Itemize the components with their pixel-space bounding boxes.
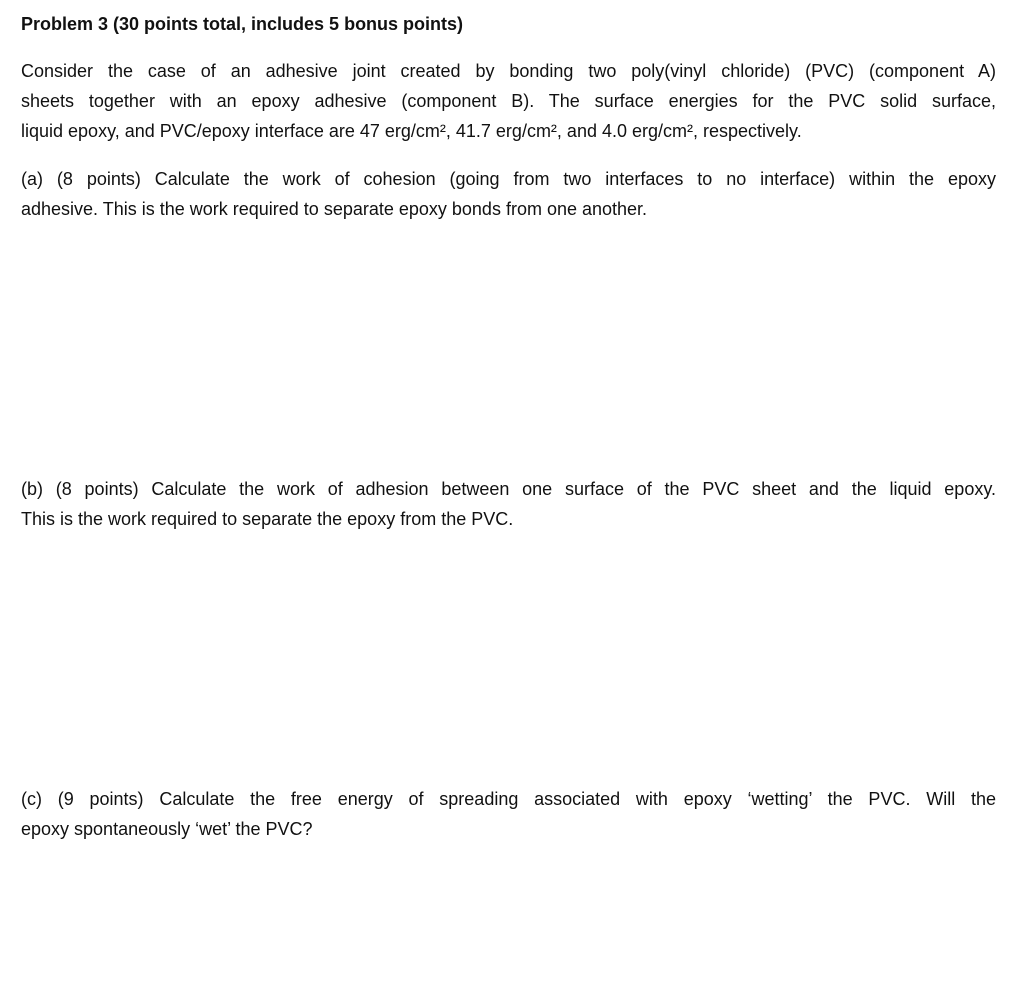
part-b-question — [21, 474, 996, 534]
intro-line: liquid epoxy, and PVC/epoxy interface are 47 erg/cm², 41.7 erg/cm², and 4.0 erg/cm², respectively. — [21, 121, 802, 141]
part-a-question — [21, 164, 996, 224]
part-c-line: (c) (9 points) Calculate the free energy of spreading associated with epoxy ‘wetting’ the PVC. Will the — [21, 789, 996, 809]
part-a-line: (a) (8 points) Calculate the work of cohesion (going from two interfaces to no interface) within the epoxy — [21, 169, 996, 189]
part-b-line: (b) (8 points) Calculate the work of adhesion between one surface of the PVC sheet and the liquid epoxy. — [21, 479, 996, 499]
part-c-question — [21, 784, 996, 844]
problem-intro — [21, 56, 996, 146]
problem-title: Problem 3 (30 points total, includes 5 bonus points) — [21, 14, 464, 34]
intro-line: Consider the case of an adhesive joint created by bonding two poly(vinyl chloride) (PVC) (component A) — [21, 61, 996, 81]
document-page — [21, 0, 996, 996]
intro-line: sheets together with an epoxy adhesive (component B). The surface energies for the PVC solid surface, — [21, 91, 996, 111]
part-a-line: adhesive. This is the work required to separate epoxy bonds from one another. — [21, 199, 648, 219]
part-c-line: epoxy spontaneously ‘wet’ the PVC? — [21, 819, 313, 839]
part-b-line: This is the work required to separate the epoxy from the PVC. — [21, 509, 514, 529]
